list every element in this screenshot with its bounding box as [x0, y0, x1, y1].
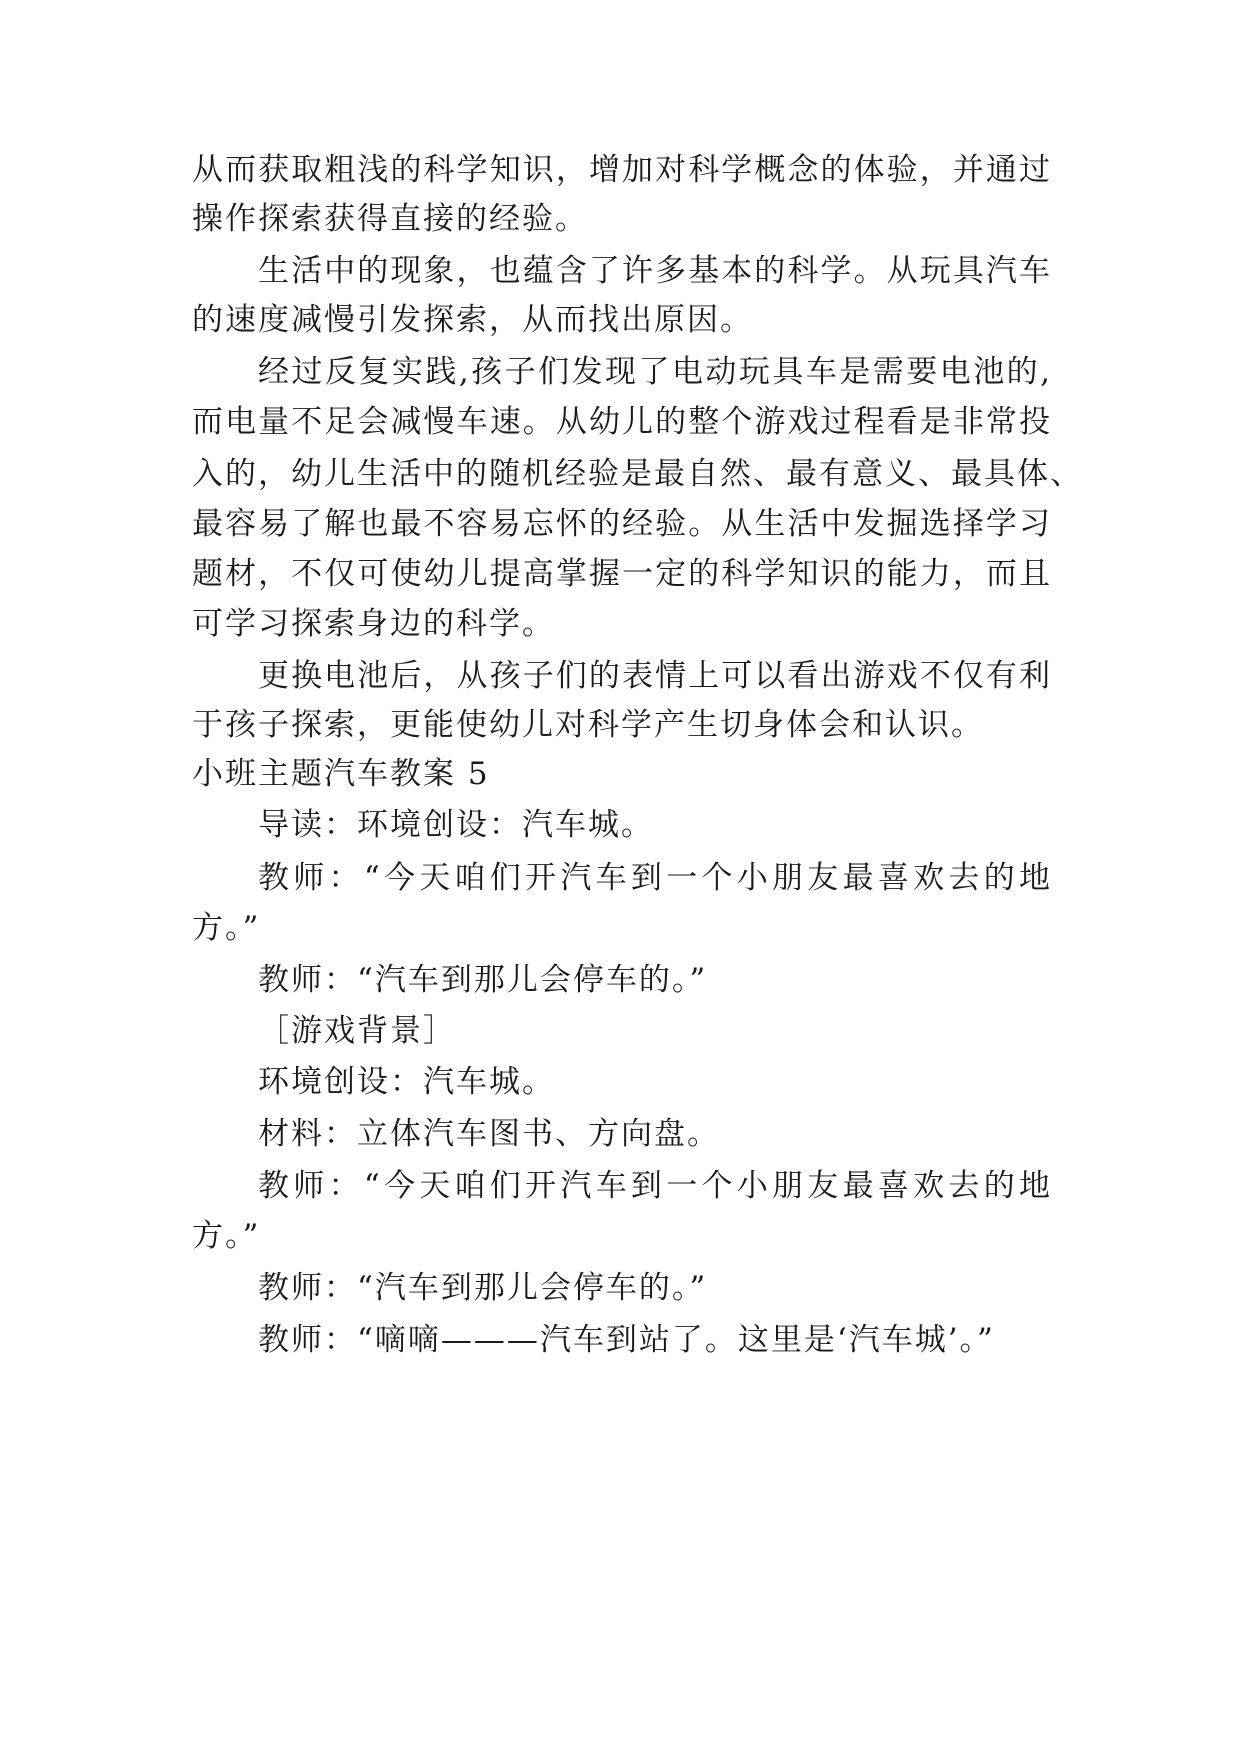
- text-line-3: 生活中的现象，也蕴含了许多基本的科学。从玩具汽车: [258, 253, 1052, 289]
- text-line-11: 更换电池后，从孩子们的表情上可以看出游戏不仅有利: [258, 658, 1052, 694]
- text-line-22: 方。”: [192, 1218, 261, 1254]
- section-heading: 小班主题汽车教案 5: [192, 756, 490, 792]
- text-line-12: 于孩子探索，更能使幼儿对科学产生切身体会和认识。: [192, 707, 984, 743]
- text-line-10: 可学习探索身边的科学。: [192, 606, 555, 642]
- text-line-15: 教师：“今天咱们开汽车到一个小朋友最喜欢去的地: [258, 860, 1052, 896]
- text-line-5: 经过反复实践,孩子们发现了电动玩具车是需要电池的,: [258, 354, 1052, 390]
- text-line-19: 环境创设：汽车城。: [258, 1064, 555, 1100]
- text-line-9: 题材，不仅可使幼儿提高掌握一定的科学知识的能力，而且: [192, 556, 1052, 592]
- text-line-4: 的速度减慢引发探索，从而找出原因。: [192, 302, 753, 338]
- text-line-23: 教师：“汽车到那儿会停车的。”: [258, 1270, 708, 1306]
- text-line-21: 教师：“今天咱们开汽车到一个小朋友最喜欢去的地: [258, 1168, 1052, 1204]
- text-line-16: 方。”: [192, 910, 261, 946]
- text-line-18: ［游戏背景］: [258, 1013, 456, 1049]
- text-line-7: 入的，幼儿生活中的随机经验是最自然、最有意义、最具体、: [192, 456, 1083, 492]
- text-line-8: 最容易了解也最不容易忘怀的经验。从生活中发掘选择学习: [192, 506, 1052, 542]
- text-line-20: 材料：立体汽车图书、方向盘。: [258, 1116, 720, 1152]
- text-line-14: 导读：环境创设：汽车城。: [258, 807, 654, 843]
- text-line-17: 教师：“汽车到那儿会停车的。”: [258, 962, 708, 998]
- text-line-1: 从而获取粗浅的科学知识，增加对科学概念的体验，并通过: [192, 152, 1052, 188]
- text-line-2: 操作探索获得直接的经验。: [192, 201, 588, 237]
- text-line-6: 而电量不足会减慢车速。从幼儿的整个游戏过程看是非常投: [192, 404, 1052, 440]
- text-line-24: 教师：“嘀嘀———汽车到站了。这里是‘汽车城’。”: [258, 1322, 995, 1358]
